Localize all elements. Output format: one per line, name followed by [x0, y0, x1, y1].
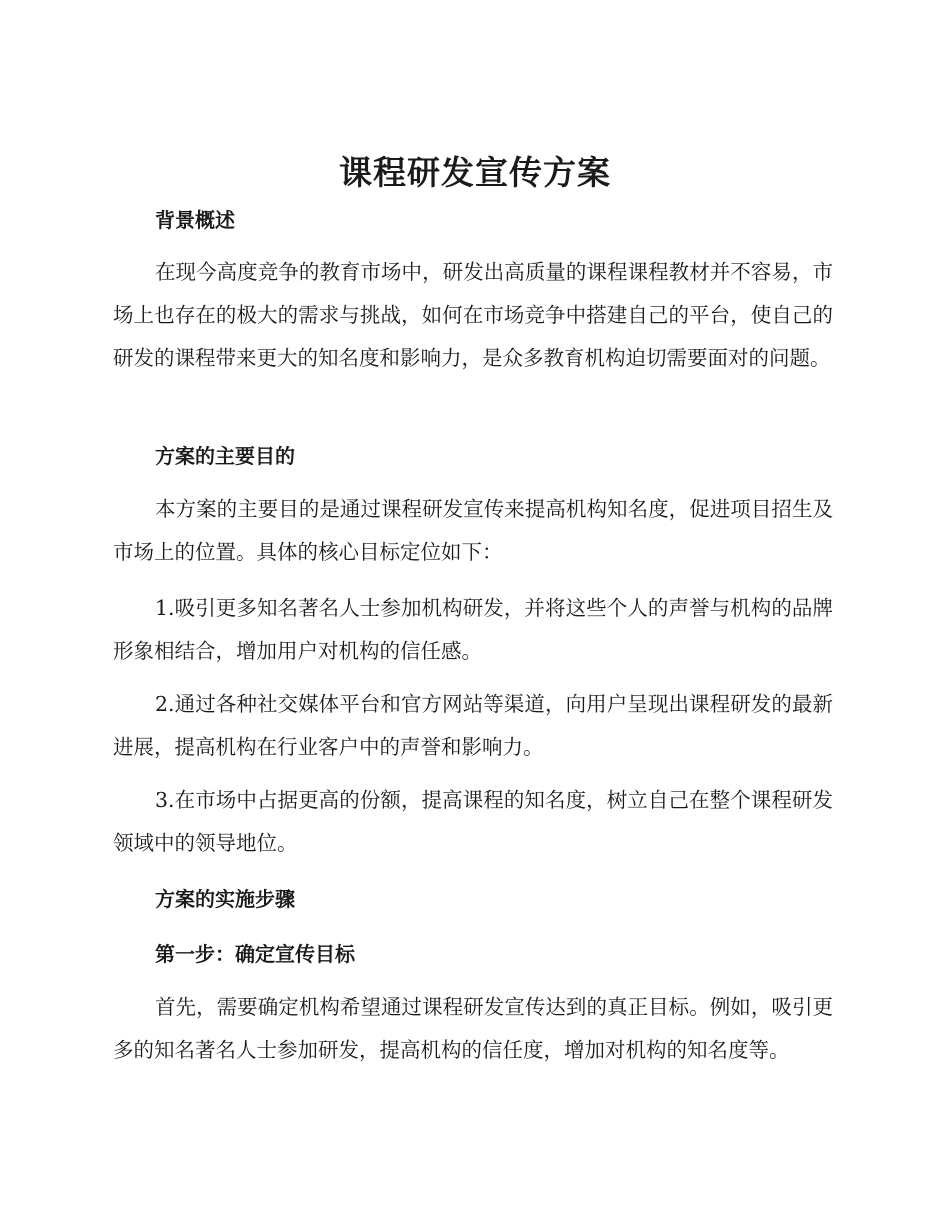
- goal-list-item-2: 2.通过各种社交媒体平台和官方网站等渠道，向用户呈现出课程研发的最新进展，提高机构在行业客户中的声誉和影响力。: [113, 692, 833, 759]
- goal-list-item-3: 3.在市场中占据更高的份额，提高课程的知名度，树立自己在整个课程研发领域中的领导地位。: [113, 788, 833, 855]
- goal-list-item-1: 1.吸引更多知名著名人士参加机构研发，并将这些个人的声誉与机构的品牌形象相结合，增加用户对机构的信任感。: [113, 596, 833, 663]
- paragraph-step-1: 首先，需要确定机构希望通过课程研发宣传达到的真正目标。例如，吸引更多的知名著名人士参加研发，提高机构的信任度，增加对机构的知名度等。: [113, 995, 833, 1062]
- section-heading-steps: 方案的实施步骤: [155, 887, 295, 911]
- section-heading-goal: 方案的主要目的: [155, 444, 295, 468]
- section-heading-background: 背景概述: [155, 208, 235, 232]
- subheading-step-1: 第一步：确定宣传目标: [155, 942, 355, 966]
- paragraph-goal: 本方案的主要目的是通过课程研发宣传来提高机构知名度，促进项目招生及市场上的位置。具体的核心目标定位如下：: [113, 497, 833, 564]
- paragraph-background: 在现今高度竞争的教育市场中，研发出高质量的课程课程教材并不容易，市场上也存在的极大的需求与挑战，如何在市场竞争中搭建自己的平台，使自己的研发的课程带来更大的知名度和影响力，是众多教育机构迫切需要面对的问题。: [113, 260, 833, 370]
- page-title: 课程研发宣传方案: [339, 153, 611, 192]
